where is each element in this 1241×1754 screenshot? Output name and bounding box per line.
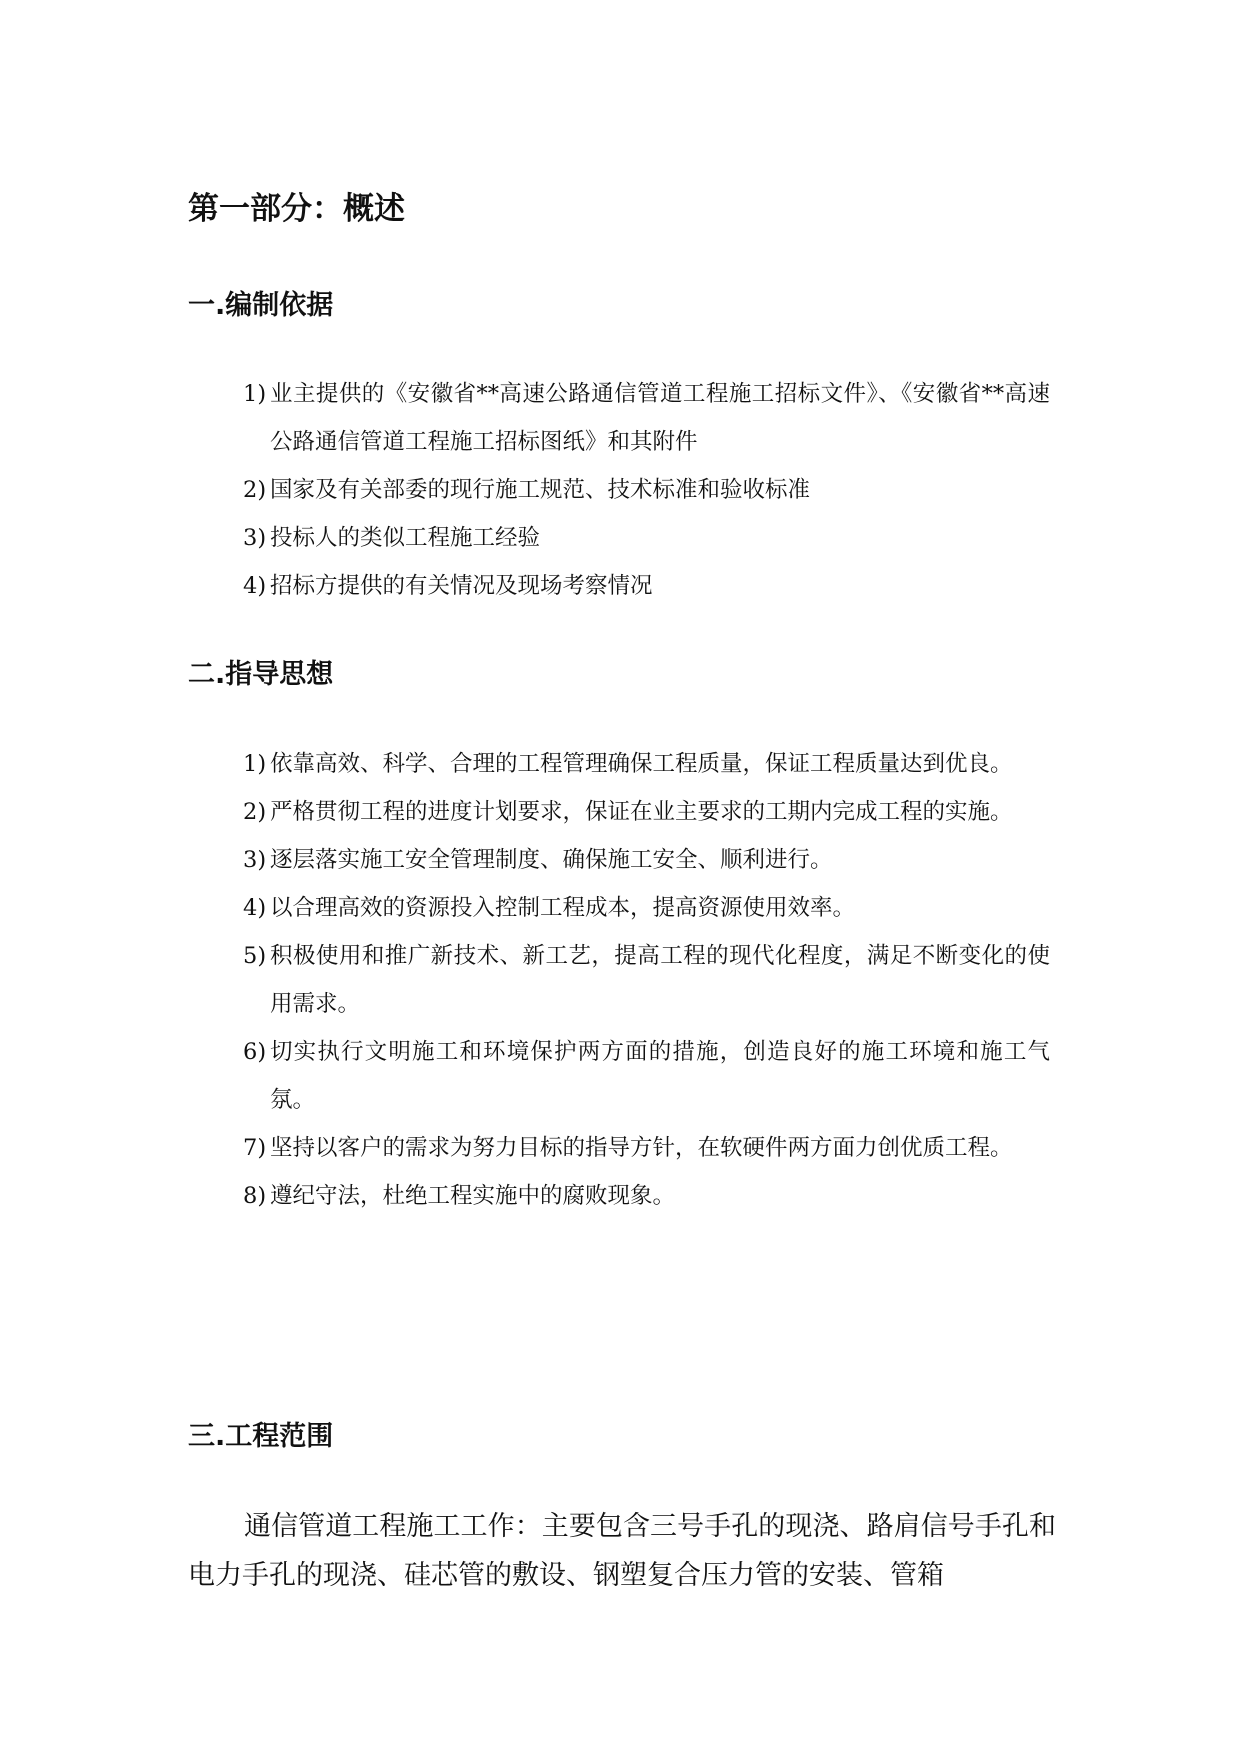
- list-item-text: 逐层落实施工安全管理制度、确保施工安全、顺利进行。: [270, 847, 833, 873]
- list-item-number: 3): [243, 847, 267, 873]
- basis-list: [0, 370, 1241, 610]
- list-item-number: 3): [243, 525, 267, 551]
- list-item: [0, 370, 1050, 466]
- list-item-text: 投标人的类似工程施工经验: [270, 525, 541, 551]
- list-item-number: 5): [243, 943, 267, 969]
- list-item: [0, 932, 1050, 1028]
- list-item-number: 1): [243, 751, 267, 777]
- list-item-number: 6): [243, 1039, 267, 1065]
- part-title: 第一部分：概述: [188, 191, 405, 227]
- list-item: [0, 836, 1050, 884]
- list-item-text: 坚持以客户的需求为努力目标的指导方针，在软硬件两方面力创优质工程。: [270, 1135, 1013, 1161]
- list-item-text: 招标方提供的有关情况及现场考察情况: [270, 573, 653, 599]
- list-item-text: 积极使用和推广新技术、新工艺，提高工程的现代化程度，满足不断变化的使用需求。: [270, 943, 1050, 1017]
- list-item: [0, 884, 1050, 932]
- list-item: [0, 562, 1050, 610]
- list-item: [0, 1172, 1050, 1220]
- list-item-number: 4): [243, 895, 267, 921]
- list-item-text: 遵纪守法，杜绝工程实施中的腐败现象。: [270, 1183, 676, 1209]
- list-item: [0, 740, 1050, 788]
- list-item: [0, 466, 1050, 514]
- list-item-text: 以合理高效的资源投入控制工程成本，提高资源使用效率。: [270, 895, 856, 921]
- list-item-text: 国家及有关部委的现行施工规范、技术标准和验收标准: [270, 477, 811, 503]
- list-item-text: 业主提供的《安徽省**高速公路通信管道工程施工招标文件》、《安徽省**高速公路通信管道工程施工招标图纸》和其附件: [270, 381, 1050, 455]
- list-item-text: 严格贯彻工程的进度计划要求，保证在业主要求的工期内完成工程的实施。: [270, 799, 1013, 825]
- list-item: [0, 788, 1050, 836]
- list-item-number: 8): [243, 1183, 267, 1209]
- list-item-number: 4): [243, 573, 267, 599]
- principles-list: [0, 740, 1241, 1220]
- section-title-basis: 一.编制依据: [188, 290, 334, 321]
- list-item-text: 依靠高效、科学、合理的工程管理确保工程质量，保证工程质量达到优良。: [270, 751, 1013, 777]
- scope-paragraph: 通信管道工程施工工作：主要包含三号手孔的现浇、路肩信号手孔和电力手孔的现浇、硅芯管的敷设、钢塑复合压力管的安装、管箱: [188, 1511, 1056, 1591]
- list-item: [0, 1028, 1050, 1124]
- list-item-text: 切实执行文明施工和环境保护两方面的措施，创造良好的施工环境和施工气氛。: [270, 1039, 1050, 1113]
- section-title-scope: 三.工程范围: [188, 1421, 334, 1452]
- list-item-number: 2): [243, 799, 267, 825]
- list-item-number: 2): [243, 477, 267, 503]
- list-item: [0, 514, 1050, 562]
- list-item: [0, 1124, 1050, 1172]
- list-item-number: 7): [243, 1135, 267, 1161]
- list-item-number: 1): [243, 381, 267, 407]
- section-title-guiding-principles: 二.指导思想: [188, 659, 334, 690]
